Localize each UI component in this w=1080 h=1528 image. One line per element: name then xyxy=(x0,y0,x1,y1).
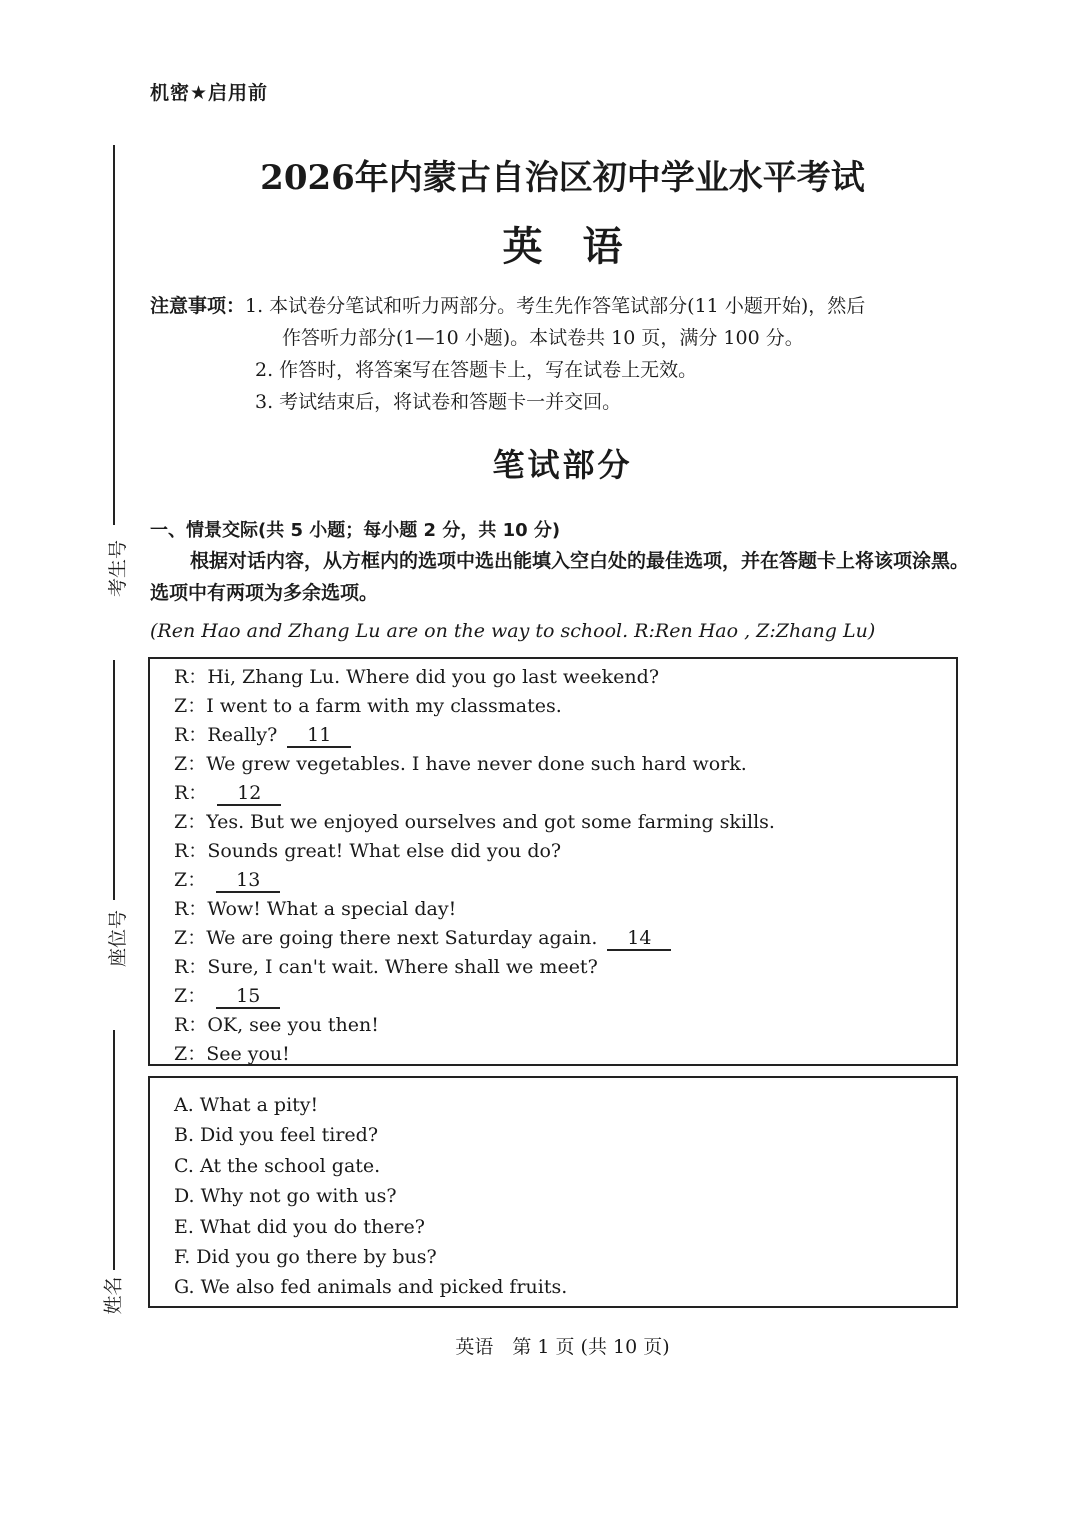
dialog-line xyxy=(174,1011,956,1040)
dialog-box xyxy=(148,657,958,1066)
dialog-line xyxy=(174,953,956,982)
dialog-line xyxy=(174,924,956,953)
dialog-speaker: R： xyxy=(174,956,208,978)
scene-description: (Ren Hao and Zhang Lu are on the way to school. R:Ren Hao , Z:Zhang Lu) xyxy=(150,620,876,642)
dialog-text: See you! xyxy=(206,1043,290,1065)
dialog-speaker: R： xyxy=(174,724,208,746)
dialog-line xyxy=(174,866,956,895)
section-title: 笔试部分 xyxy=(492,446,633,484)
dialog-speaker: Z： xyxy=(174,695,207,717)
confidential-mark: 机密★启用前 xyxy=(150,82,269,104)
dialog-text: Really? xyxy=(207,724,278,746)
note-item-2: 2. 作答时，将答案写在答题卡上，写在试卷上无效。 xyxy=(255,359,698,381)
dialog-speaker: R： xyxy=(174,782,208,804)
option-item: D. Why not go with us? xyxy=(174,1185,397,1208)
binding-line-middle xyxy=(113,660,115,900)
option-item: C. At the school gate. xyxy=(174,1154,381,1177)
notes-label: 注意事项： xyxy=(150,295,246,317)
answer-blank[interactable]: 15 xyxy=(216,985,280,1009)
part-heading: 一、情景交际(共 5 小题；每小题 2 分，共 10 分) xyxy=(150,520,561,541)
dialog-line xyxy=(174,750,956,779)
answer-blank[interactable]: 11 xyxy=(287,724,351,748)
answer-blank[interactable]: 14 xyxy=(607,927,671,951)
dialog-speaker: Z： xyxy=(174,1043,207,1065)
dialog-text: I went to a farm with my classmates. xyxy=(206,695,562,717)
dialog-line xyxy=(174,692,956,721)
dialog-speaker: Z： xyxy=(174,753,207,775)
dialog-speaker: R： xyxy=(174,1014,208,1036)
option-item: E. What did you do there? xyxy=(174,1215,425,1238)
dialog-speaker: Z： xyxy=(174,811,207,833)
dialog-speaker: Z： xyxy=(174,869,207,891)
dialog-text: Yes. But we enjoyed ourselves and got some farming skills. xyxy=(206,811,775,833)
options-box xyxy=(148,1076,958,1308)
dialog-text: Wow! What a special day! xyxy=(207,898,457,920)
option-item: A. What a pity! xyxy=(174,1094,319,1116)
dialog-line xyxy=(174,895,956,924)
part-instructions: 根据对话内容，从方框内的选项中选出能填入空白处的最佳选项，并在答题卡上将该项涂黑。选项中有两项为多余选项。 xyxy=(150,550,970,604)
answer-blank[interactable]: 13 xyxy=(216,869,280,893)
exam-title: 2026年内蒙古自治区初中学业水平考试 xyxy=(260,158,865,198)
dialog-line xyxy=(174,982,956,1011)
dialog-speaker: R： xyxy=(174,840,208,862)
note-item-3: 3. 考试结束后，将试卷和答题卡一并交回。 xyxy=(255,391,622,413)
dialog-speaker: R： xyxy=(174,898,208,920)
exam-number-label: 考生号 xyxy=(107,539,130,598)
dialog-text: Sounds great! What else did you do? xyxy=(207,840,562,862)
dialog-speaker: R： xyxy=(174,666,208,688)
dialog-speaker: Z： xyxy=(174,927,207,949)
dialog-text: We grew vegetables. I have never done such hard work. xyxy=(206,753,747,775)
option-item: G. We also fed animals and picked fruits. xyxy=(174,1276,568,1299)
note-item-1: 1. 本试卷分笔试和听力两部分。考生先作答笔试部分(11 小题开始)，然后 xyxy=(245,295,866,317)
note-item-1-continued: 作答听力部分(1—10 小题)。本试卷共 10 页，满分 100 分。 xyxy=(282,327,804,349)
option-item: F. Did you go there by bus? xyxy=(174,1245,437,1268)
option-item: B. Did you feel tired? xyxy=(174,1124,379,1147)
dialog-text: OK, see you then! xyxy=(207,1014,379,1036)
dialog-line xyxy=(174,1040,956,1069)
dialog-line xyxy=(174,808,956,837)
subject-title: 英语 xyxy=(502,224,663,270)
name-label: 姓名 xyxy=(102,1276,125,1315)
dialog-text: Sure, I can't wait. Where shall we meet? xyxy=(207,956,598,978)
dialog-line xyxy=(174,837,956,866)
seat-number-label: 座位号 xyxy=(107,909,130,968)
answer-blank[interactable]: 12 xyxy=(217,782,281,806)
dialog-speaker: Z： xyxy=(174,985,207,1007)
binding-line-lower xyxy=(113,1030,115,1270)
dialog-text: We are going there next Saturday again. xyxy=(206,927,598,949)
dialog-line xyxy=(174,721,956,750)
dialog-line xyxy=(174,663,956,692)
dialog-text: Hi, Zhang Lu. Where did you go last weekend? xyxy=(207,666,660,688)
page-footer: 英语 第 1 页 (共 10 页) xyxy=(455,1336,670,1358)
exam-notes xyxy=(150,290,980,418)
dialog-line xyxy=(174,779,956,808)
